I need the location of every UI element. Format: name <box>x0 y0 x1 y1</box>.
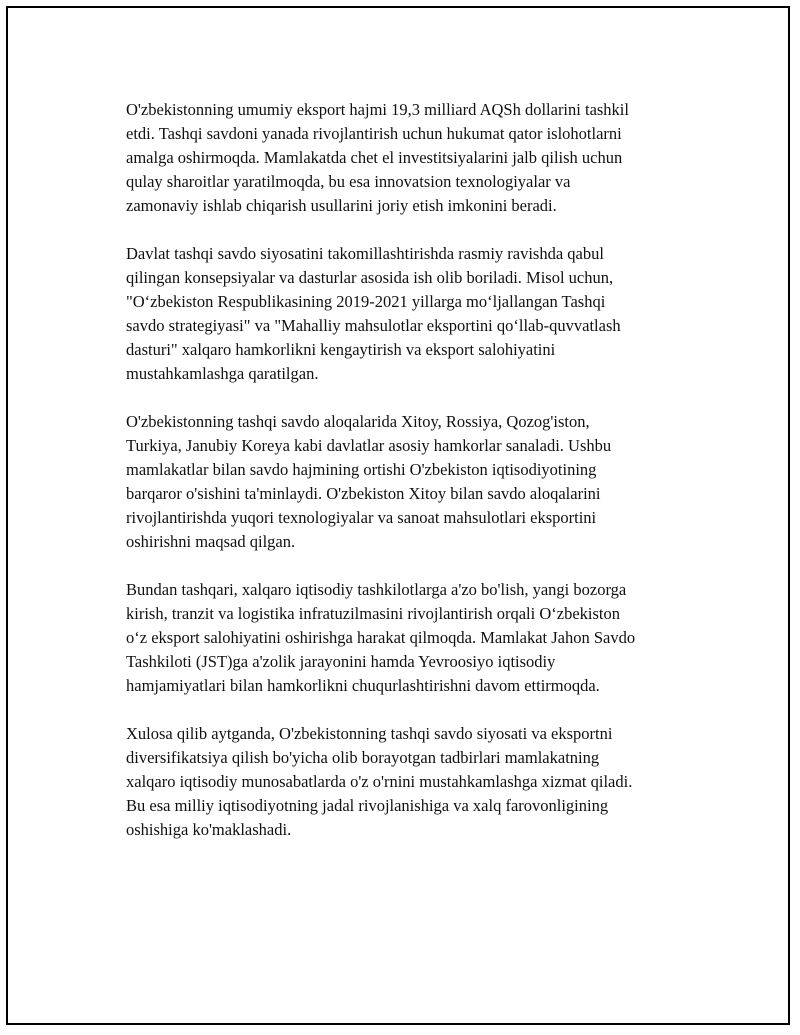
text-line: etdi. Tashqi savdoni yanada rivojlantirish uchun hukumat qator islohotlarni <box>126 124 622 143</box>
paragraph-5 <box>126 722 716 842</box>
text-line: O'zbekistonning umumiy eksport hajmi 19,3 milliard AQSh dollarini tashkil <box>126 100 629 119</box>
paragraph-4 <box>126 578 716 698</box>
paragraph-2 <box>126 242 716 386</box>
text-line: Bundan tashqari, xalqaro iqtisodiy tashkilotlarga a'zo bo'lish, yangi bozorga <box>126 580 627 599</box>
text-line: hamjamiyatlari bilan hamkorlikni chuqurlashtirishni davom ettirmoqda. <box>126 676 600 695</box>
text-line: Bu esa milliy iqtisodiyotning jadal rivojlanishiga va xalq farovonligining <box>126 796 609 815</box>
paragraph-3 <box>126 410 716 554</box>
text-line: diversifikatsiya qilish bo'yicha olib borayotgan tadbirlari mamlakatning <box>126 748 600 767</box>
text-line: "O‘zbekiston Respublikasining 2019-2021 yillarga mo‘ljallangan Tashqi <box>126 292 606 311</box>
text-line: savdo strategiyasi" va "Mahalliy mahsulotlar eksportini qo‘llab-quvvatlash <box>126 316 621 335</box>
paragraph-1 <box>126 98 716 218</box>
text-line: Tashkiloti (JST)ga a'zolik jarayonini hamda Yevroosiyo iqtisodiy <box>126 652 556 671</box>
text-line: amalga oshirmoqda. Mamlakatda chet el investitsiyalarini jalb qilish uchun <box>126 148 623 167</box>
text-line: xalqaro iqtisodiy munosabatlarda o'z o'rnini mustahkamlashga xizmat qiladi. <box>126 772 633 791</box>
text-line: qilingan konsepsiyalar va dasturlar asosida ish olib boriladi. Misol uchun, <box>126 268 614 287</box>
text-line: kirish, tranzit va logistika infratuzilmasini rivojlantirish orqali O‘zbekiston <box>126 604 620 623</box>
text-line: dasturi" xalqaro hamkorlikni kengaytirish va eksport salohiyatini <box>126 340 556 359</box>
text-line: Xulosa qilib aytganda, O'zbekistonning tashqi savdo siyosati va eksportni <box>126 724 613 743</box>
text-line: o‘z eksport salohiyatini oshirishga harakat qilmoqda. Mamlakat Jahon Savdo <box>126 628 636 647</box>
text-line: O'zbekistonning tashqi savdo aloqalarida Xitoy, Rossiya, Qozog'iston, <box>126 412 590 431</box>
text-line: Davlat tashqi savdo siyosatini takomillashtirishda rasmiy ravishda qabul <box>126 244 604 263</box>
text-line: Turkiya, Janubiy Koreya kabi davlatlar asosiy hamkorlar sanaladi. Ushbu <box>126 436 612 455</box>
text-line: zamonaviy ishlab chiqarish usullarini joriy etish imkonini beradi. <box>126 196 557 215</box>
text-line: barqaror o'sishini ta'minlaydi. O'zbekiston Xitoy bilan savdo aloqalarini <box>126 484 601 503</box>
page-frame <box>6 6 790 1025</box>
text-line: qulay sharoitlar yaratilmoqda, bu esa innovatsion texnologiyalar va <box>126 172 571 191</box>
document-body <box>126 98 716 866</box>
text-line: oshirishni maqsad qilgan. <box>126 532 296 551</box>
text-line: oshishiga ko'maklashadi. <box>126 820 292 839</box>
text-line: rivojlantirishda yuqori texnologiyalar va sanoat mahsulotlari eksportini <box>126 508 597 527</box>
text-line: mamlakatlar bilan savdo hajmining ortishi O'zbekiston iqtisodiyotining <box>126 460 597 479</box>
text-line: mustahkamlashga qaratilgan. <box>126 364 319 383</box>
